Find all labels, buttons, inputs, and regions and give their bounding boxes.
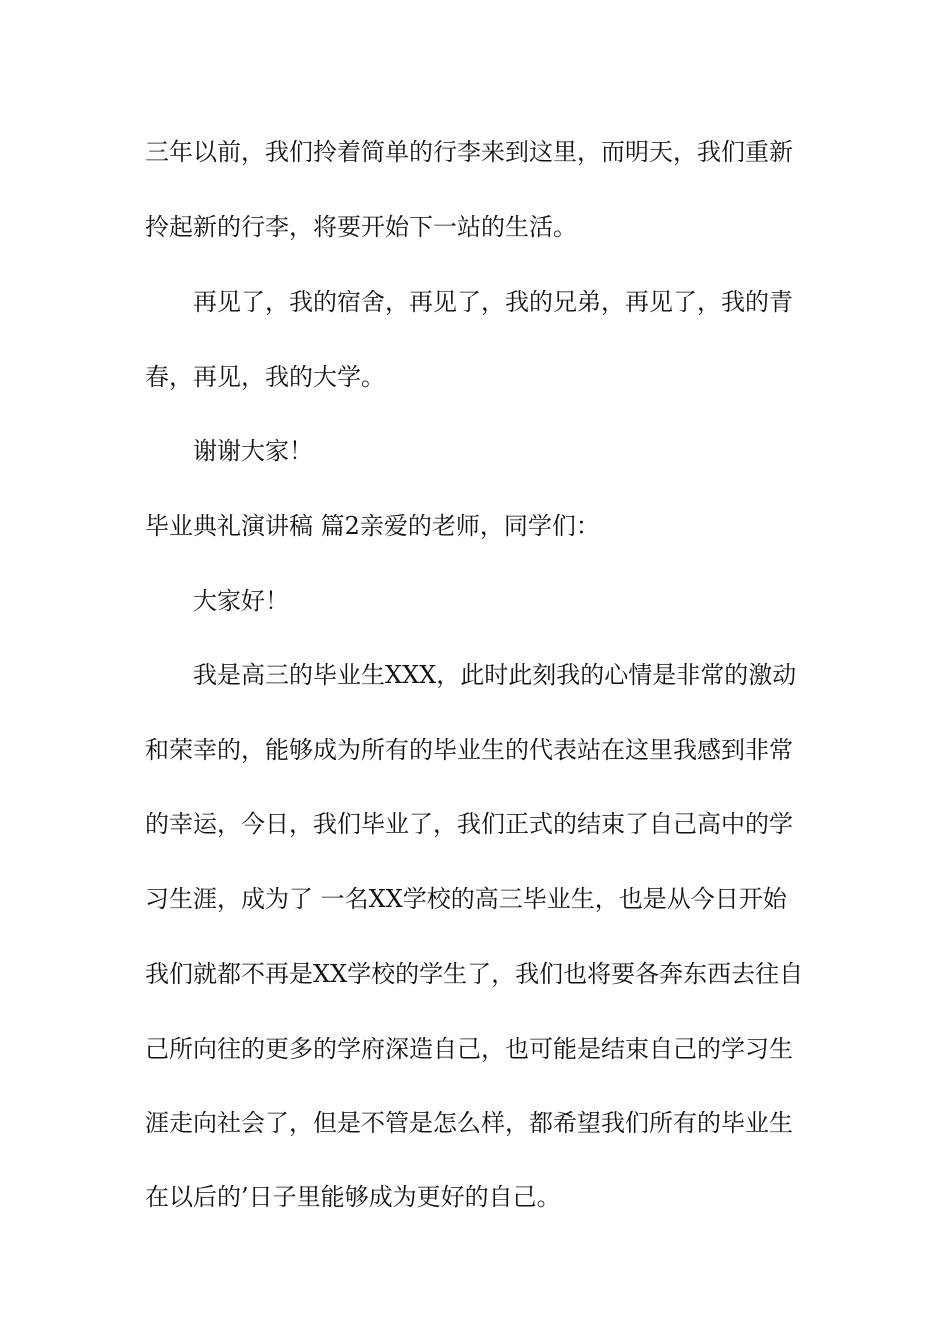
paragraph-first-line: 我是高三的毕业生XXX，此时此刻我的心情是非常的激动 xyxy=(193,661,797,689)
greeting-line: 大家好！ xyxy=(193,587,289,615)
text-line: 三年以前，我们拎着简单的行李来到这里，而明天，我们重新 xyxy=(145,138,793,166)
paragraph-first-line: 谢谢大家！ xyxy=(193,437,313,465)
text-line: 我们就都不再是XX学校的学生了，我们也将要各奔东西去往自 xyxy=(145,960,804,988)
text-line: 习生涯，成为了 一名XX学校的高三毕业生，也是从今日开始 xyxy=(145,885,787,913)
text-line: 在以后的’日子里能够成为更好的自己。 xyxy=(145,1183,561,1211)
text-line: 和荣幸的，能够成为所有的毕业生的代表站在这里我感到非常 xyxy=(145,736,793,764)
text-line: 己所向往的更多的学府深造自己，也可能是结束自己的学习生 xyxy=(145,1035,793,1063)
section-heading: 毕业典礼演讲稿 篇2亲爱的老师，同学们： xyxy=(145,512,600,540)
paragraph-first-line: 再见了，我的宿舍，再见了，我的兄弟，再见了，我的青 xyxy=(193,288,793,316)
text-line: 拎起新的行李，将要开始下一站的生活。 xyxy=(145,213,577,241)
text-line: 春，再见，我的大学。 xyxy=(145,363,385,391)
text-line: 涯走向社会了，但是不管是怎么样，都希望我们所有的毕业生 xyxy=(145,1109,793,1137)
text-line: 的幸运，今日，我们毕业了，我们正式的结束了自己高中的学 xyxy=(145,810,793,838)
